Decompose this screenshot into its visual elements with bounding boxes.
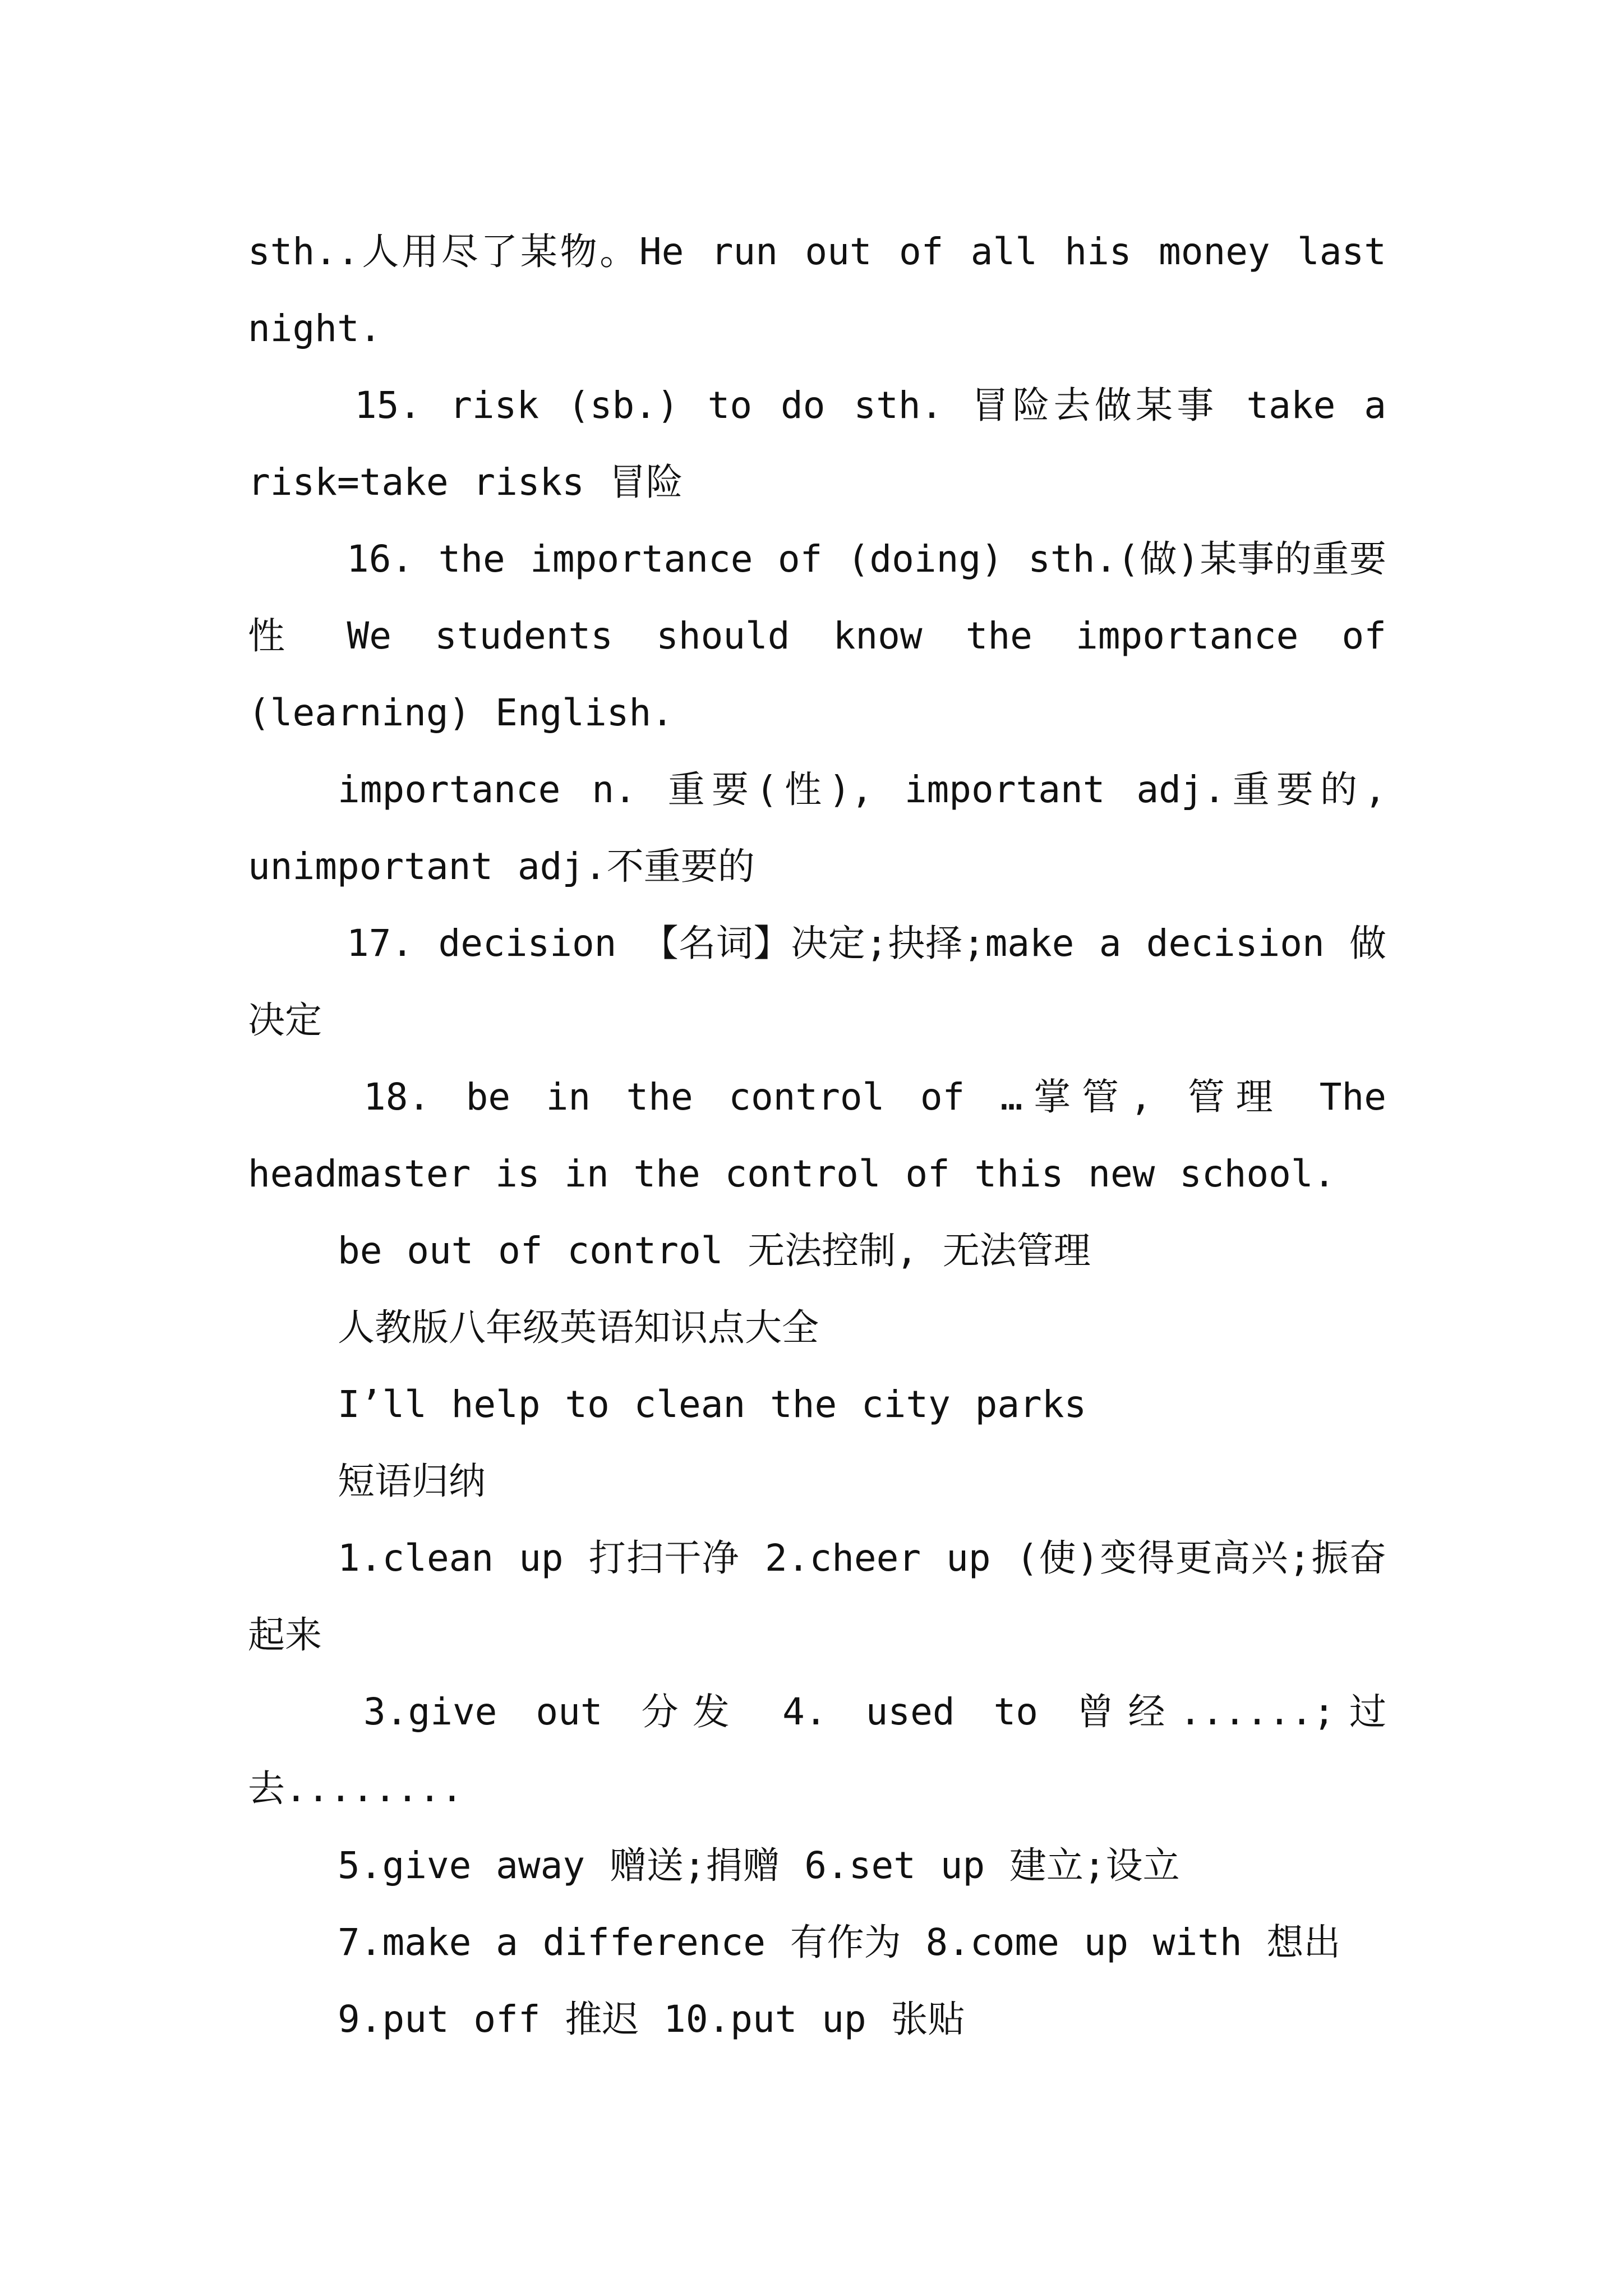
phrase-line-9: 9.put off 推迟 10.put up 张贴 — [338, 1998, 965, 2041]
paragraph-item-18: 18. be in the control of …掌管, 管理 The headmaster is in the control of this new school. — [248, 1075, 1386, 1195]
unit-title: I’ll help to clean the city parks — [338, 1383, 1087, 1426]
section-heading: 人教版八年级英语知识点大全 — [338, 1306, 819, 1349]
paragraph-item-14-continued: sth..人用尽了某物。He run out of all his money last night. — [248, 230, 1386, 350]
paragraph-item-15: 15. risk (sb.) to do sth. 冒险去做某事 take a risk=take risks 冒险 — [248, 384, 1386, 504]
phrase-line-3: 3.give out 分发 4. used to 曾经......;过去........ — [248, 1690, 1386, 1810]
paragraph-item-18-note: be out of control 无法控制, 无法管理 — [338, 1229, 1091, 1272]
paragraph-item-16-note: importance n. 重要(性), important adj.重要的, unimportant adj.不重要的 — [248, 768, 1386, 888]
phrase-line-1: 1.clean up 打扫干净 2.cheer up (使)变得更高兴;振奋起来 — [248, 1536, 1386, 1657]
paragraph-item-16: 16. the importance of (doing) sth.(做)某事的重要性 We students should know the importance of (learning) English. — [248, 537, 1386, 734]
phrases-heading: 短语归纳 — [338, 1460, 486, 1503]
phrase-line-5: 5.give away 赠送;捐赠 6.set up 建立;设立 — [338, 1844, 1180, 1887]
document-page — [248, 213, 1386, 2058]
paragraph-item-17: 17. decision 【名词】决定;抉择;make a decision 做决定 — [248, 922, 1386, 1042]
phrase-line-7: 7.make a difference 有作为 8.come up with 想出 — [338, 1921, 1341, 1964]
